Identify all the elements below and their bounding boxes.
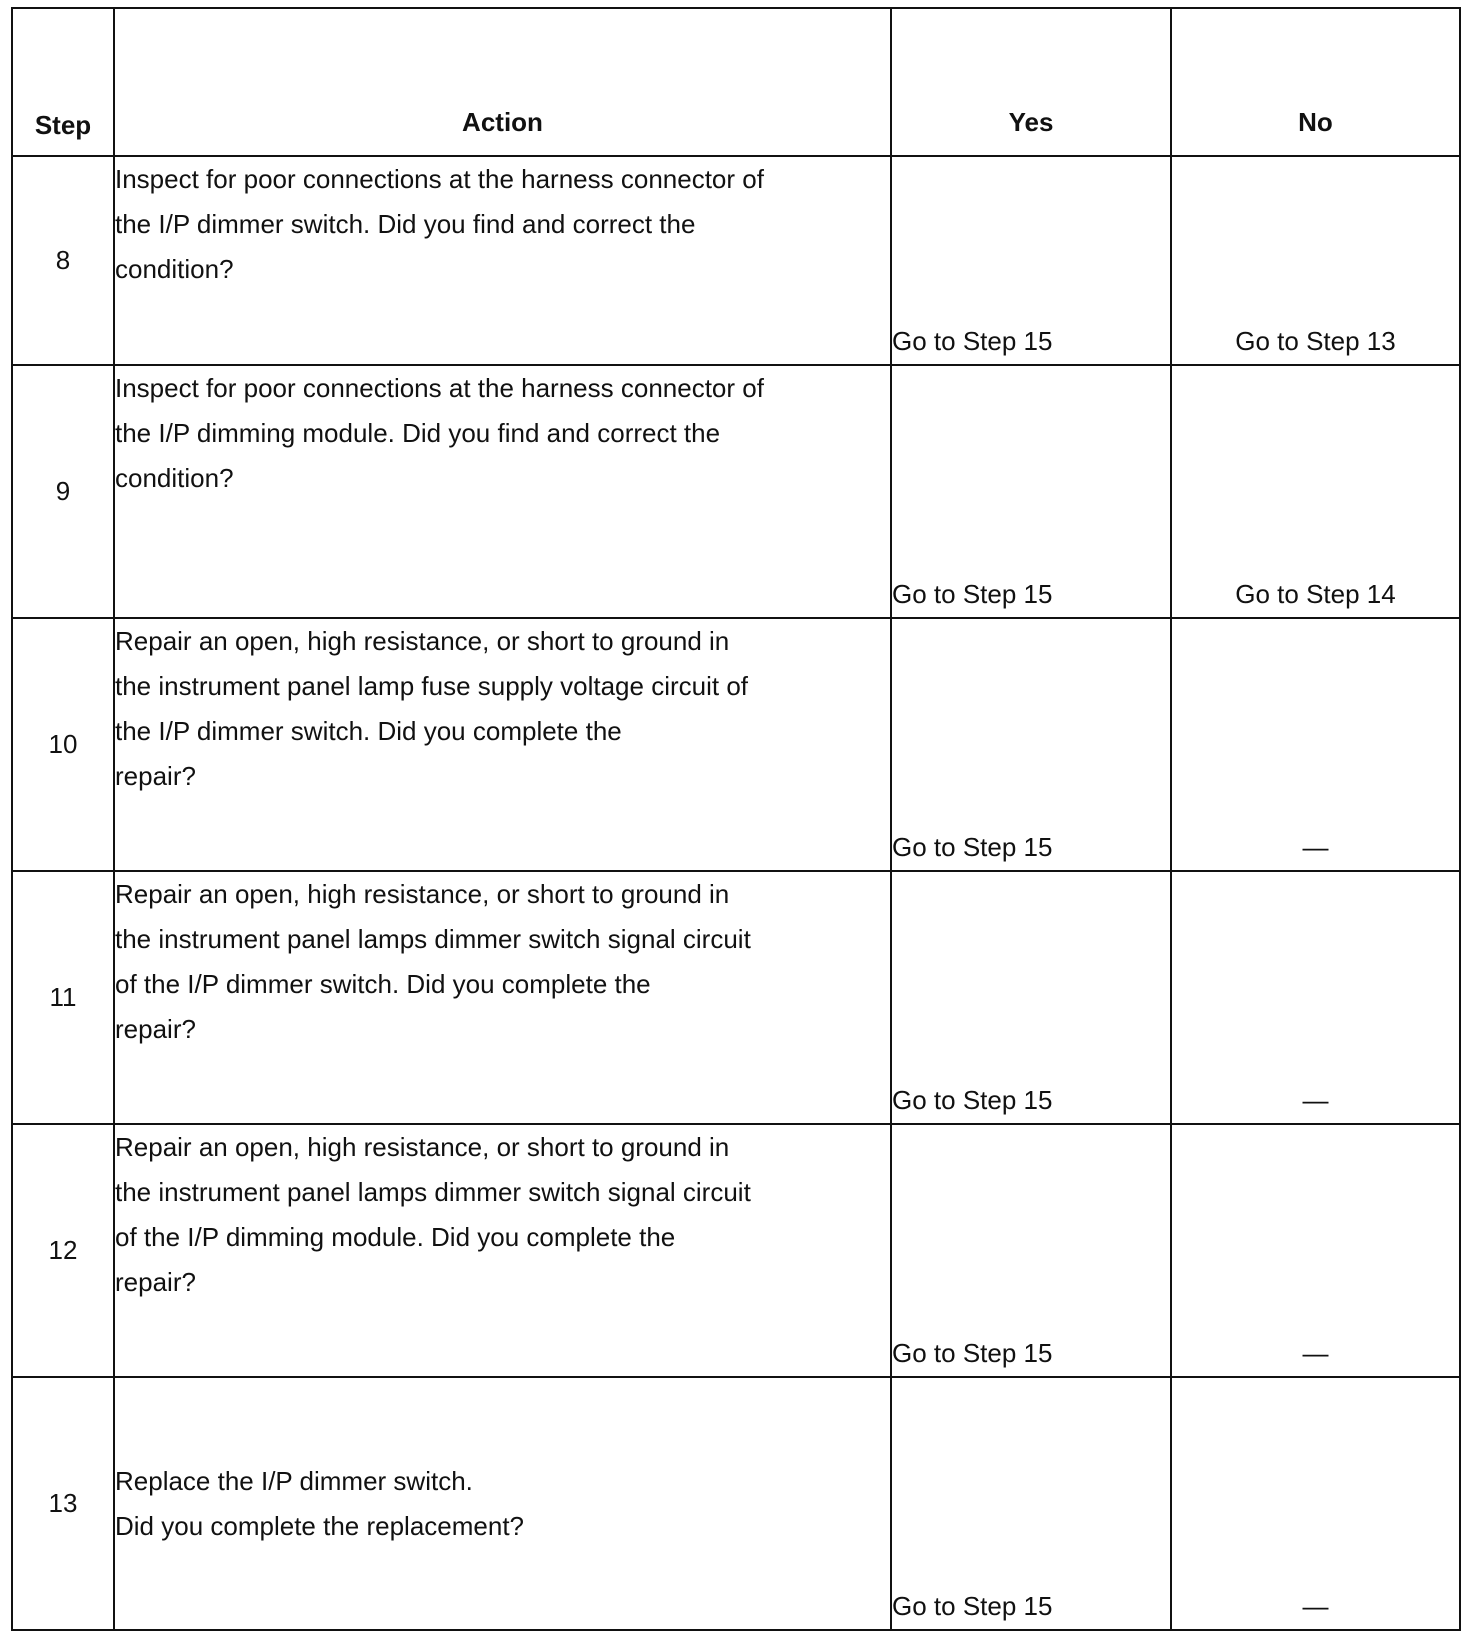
action-line: Repair an open, high resistance, or short to ground in — [115, 1132, 730, 1162]
diagnostic-steps-table — [11, 7, 1461, 1631]
action-cell — [114, 871, 891, 1124]
no-result: — — [1171, 1124, 1460, 1377]
table-row — [12, 618, 1460, 871]
table-row — [12, 1377, 1460, 1630]
action-line: repair? — [115, 761, 196, 791]
action-line: Repair an open, high resistance, or short to ground in — [115, 626, 730, 656]
action-cell — [114, 156, 891, 365]
yes-result: Go to Step 15 — [891, 618, 1171, 871]
header-yes: Yes — [891, 8, 1171, 156]
yes-result: Go to Step 15 — [891, 1124, 1171, 1377]
no-result: — — [1171, 618, 1460, 871]
action-line: the I/P dimming module. Did you find and correct the — [115, 418, 721, 448]
table-header-row — [12, 8, 1460, 156]
action-line: Inspect for poor connections at the harness connector of — [115, 164, 764, 194]
action-line: the instrument panel lamp fuse supply voltage circuit of — [115, 671, 749, 701]
step-number: 13 — [12, 1377, 114, 1630]
table-row — [12, 156, 1460, 365]
action-line: the I/P dimmer switch. Did you find and correct the — [115, 209, 696, 239]
action-cell — [114, 1124, 891, 1377]
step-number: 9 — [12, 365, 114, 618]
action-cell — [114, 618, 891, 871]
table-row — [12, 871, 1460, 1124]
table-row — [12, 365, 1460, 618]
yes-result: Go to Step 15 — [891, 1377, 1171, 1630]
action-line: the instrument panel lamps dimmer switch signal circuit — [115, 1177, 751, 1207]
action-line: of the I/P dimmer switch. Did you complete the — [115, 969, 651, 999]
yes-result: Go to Step 15 — [891, 156, 1171, 365]
header-no: No — [1171, 8, 1460, 156]
action-line: of the I/P dimming module. Did you complete the — [115, 1222, 676, 1252]
yes-result: Go to Step 15 — [891, 871, 1171, 1124]
action-line: repair? — [115, 1267, 196, 1297]
action-line: the instrument panel lamps dimmer switch signal circuit — [115, 924, 751, 954]
action-line: Did you complete the replacement? — [115, 1510, 525, 1541]
table-row — [12, 1124, 1460, 1377]
no-result: Go to Step 13 — [1171, 156, 1460, 365]
action-line: condition? — [115, 254, 234, 284]
action-line: the I/P dimmer switch. Did you complete the — [115, 716, 622, 746]
diagnostic-table-sheet — [11, 7, 1461, 1631]
action-line: repair? — [115, 1014, 196, 1044]
header-step: Step — [12, 8, 114, 156]
step-number: 12 — [12, 1124, 114, 1377]
yes-result: Go to Step 15 — [891, 365, 1171, 618]
action-line: condition? — [115, 463, 234, 493]
action-cell — [114, 1377, 891, 1630]
step-number: 10 — [12, 618, 114, 871]
action-line: Repair an open, high resistance, or short to ground in — [115, 879, 730, 909]
action-cell — [114, 365, 891, 618]
action-line: Inspect for poor connections at the harness connector of — [115, 373, 764, 403]
step-number: 8 — [12, 156, 114, 365]
step-number: 11 — [12, 871, 114, 1124]
no-result: Go to Step 14 — [1171, 365, 1460, 618]
action-line: Replace the I/P dimmer switch. — [115, 1465, 473, 1496]
no-result: — — [1171, 1377, 1460, 1630]
no-result: — — [1171, 871, 1460, 1124]
header-action: Action — [114, 8, 891, 156]
